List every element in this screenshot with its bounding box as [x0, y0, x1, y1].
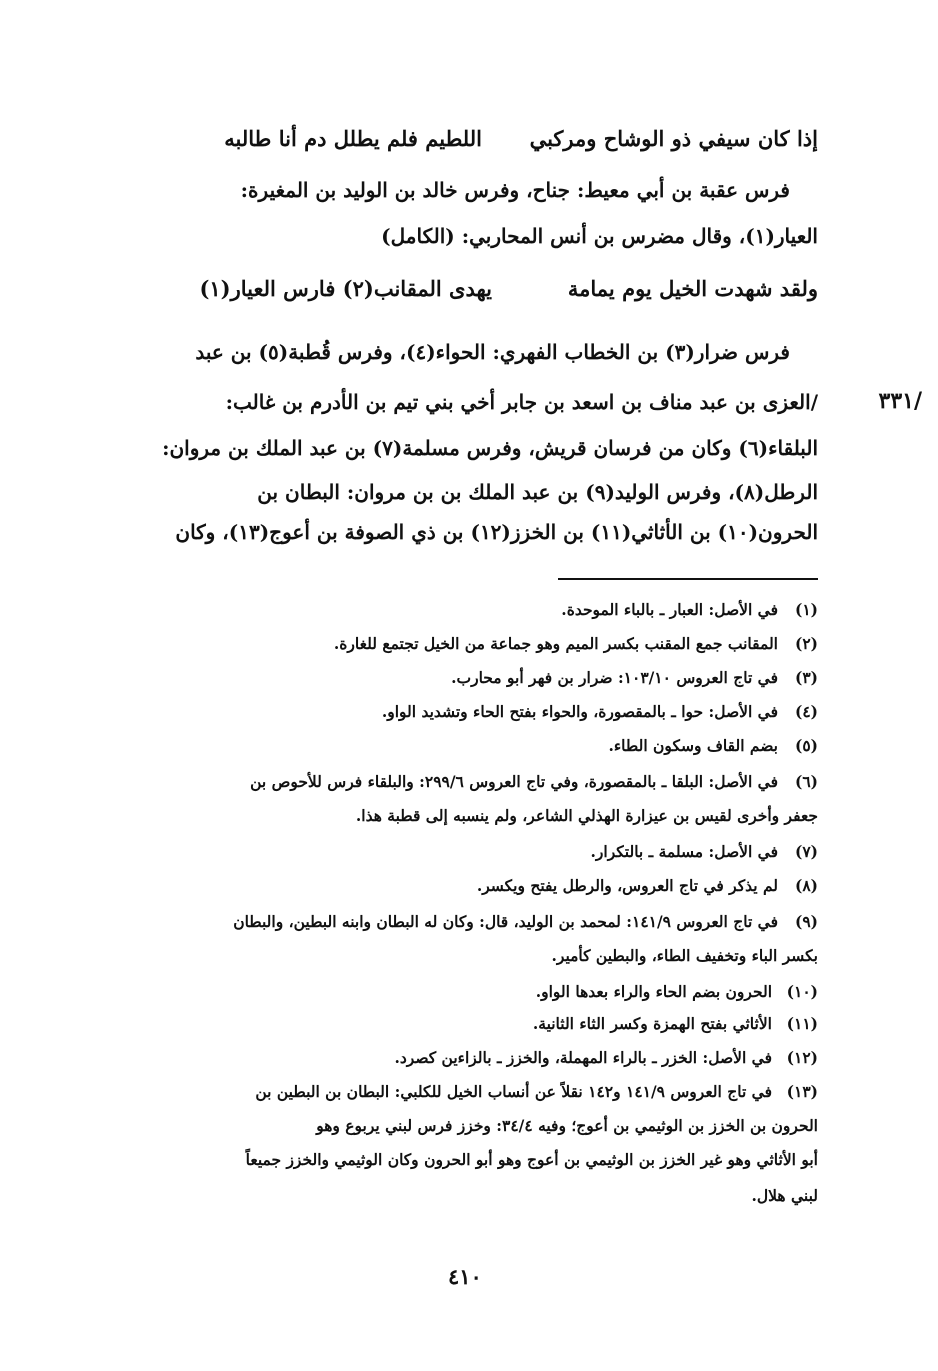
- footnote-number: (٥): [794, 736, 818, 755]
- verse2-second-hemistich: يهدى المقانب(٢) فارس العيار(١): [199, 276, 492, 301]
- footnote-number: (١٢): [786, 1048, 818, 1067]
- footnote-text: في الأصل: العبار ـ بالباء الموحدة.: [561, 600, 778, 619]
- paragraph2-line5: الحرون(١٠) بن الأثاثي(١١) بن الخزز(١٢) بن ذي الصوفة بن أعوج(١٣)، وكان: [175, 520, 818, 544]
- footnote-text: جعفر وأخرى لقيس بن عيزارة الهذلي الشاعر، ولم ينسبه إلى قطبة هذا.: [355, 806, 818, 825]
- footnote-number: (١٠): [786, 982, 818, 1001]
- footnote-number: (٩): [794, 912, 818, 931]
- verse1-second-hemistich: اللطيم فلم يطلل دم أنا طالبه: [224, 126, 482, 151]
- paragraph2-line3: البلقاء(٦) وكان من فرسان قريش، وفرس مسلمة(٧) بن عبد الملك بن مروان:: [162, 436, 818, 460]
- footnote-number: (٤): [794, 702, 818, 721]
- verse2-first-hemistich: ولقد شهدت الخيل يوم يمامة: [567, 276, 818, 301]
- footnote-number: (٧): [794, 842, 818, 861]
- footnote-number: (٢): [794, 634, 818, 653]
- footnote-text: أبو الأثاثي وهو غير الخزز بن الوثيمي بن أعوج وهو أبو الحرون وكان الوثيمي والخزز جميعاً: [245, 1150, 818, 1169]
- footnote-text: في الأصل: البلقا ـ بالمقصورة، وفي تاج العروس ٢٩٩/٦: والبلقاء فرس للأحوص بن: [250, 772, 778, 791]
- paragraph2-line2: /العزى بن عبد مناف بن اسعد بن جابر أخي بني تيم بن الأدرم بن غالب:: [225, 390, 818, 414]
- footnote-number: (١٣): [786, 1082, 818, 1101]
- footnote-text: الأثاثي بفتح الهمزة وكسر الثاء الثانية.: [532, 1014, 772, 1033]
- footnote-number: (٣): [794, 668, 818, 687]
- footnote-text: الحرون بضم الحاء والراء بعدها الواو.: [535, 982, 772, 1001]
- footnote-text: في تاج العروس ١٤١/٩ و١٤٢ نقلاً عن أنساب الخيل للكلبي: البطان بن البطين بن: [255, 1082, 772, 1101]
- footnote-text: في الأصل: حوا ـ بالمقصورة، والحواء بفتح الحاء وتشديد الواو.: [381, 702, 778, 721]
- paragraph2-line1: فرس ضرار(٣) بن الخطاب الفهري: الحواء(٤)، وفرس قُطبة(٥) بن عبد: [195, 340, 790, 364]
- footnote-text: لم يذكر في تاج العروس، والرطل يفتح ويكسر.: [476, 876, 778, 895]
- verse1-first-hemistich: إذا كان سيفي ذو الوشاح ومركبي: [529, 126, 818, 151]
- footnote-number: (١): [794, 600, 818, 619]
- footnote-text: في تاج العروس ١٠٣/١٠: ضرار بن فهر أبو محارب.: [451, 668, 778, 687]
- footnote-number: (١١): [786, 1014, 818, 1033]
- margin-folio-number: /٣٣١: [878, 388, 922, 414]
- footnote-number: (٦): [794, 772, 818, 791]
- page-number: ٤١٠: [448, 1264, 482, 1289]
- footnote-text: لبني هلال.: [751, 1186, 818, 1205]
- footnote-text: بضم القاف وسكون الطاء.: [608, 736, 778, 755]
- footnote-text: بكسر الباء وتخفيف الطاء، والبطين كأمير.: [551, 946, 818, 965]
- footnote-text: في الأصل: الخزر ـ بالراء المهملة، والخزز ـ بالزاءين كصرد.: [394, 1048, 772, 1067]
- paragraph1-line1: فرس عقبة بن أبي معيط: جناح، وفرس خالد بن الوليد بن المغيرة:: [240, 178, 790, 202]
- footnote-text: في تاج العروس ١٤١/٩: لمحمد بن الوليد، قال: وكان له البطان وابنه البطين، والبطان: [233, 912, 778, 931]
- paragraph1-line2: العيار(١)، وقال مضرس بن أنس المحاربي: (الكامل): [381, 224, 818, 248]
- footnote-text: الحرون بن الخزز بن الوثيمي بن أعوج؛ وفيه ٣٤/٤: وخزز فرس لبني يربوع وهو: [316, 1116, 818, 1135]
- footnote-text: المقانب جمع المقنب بكسر الميم وهو جماعة من الخيل تجتمع للغارة.: [333, 634, 778, 653]
- paragraph2-line4: الرطل(٨)، وفرس الوليد(٩) بن عبد الملك بن بن مروان: البطان بن: [257, 480, 818, 504]
- footnote-number: (٨): [794, 876, 818, 895]
- footnote-text: في الأصل: مسلمة ـ بالتكرار.: [590, 842, 778, 861]
- footnote-separator: [558, 578, 818, 580]
